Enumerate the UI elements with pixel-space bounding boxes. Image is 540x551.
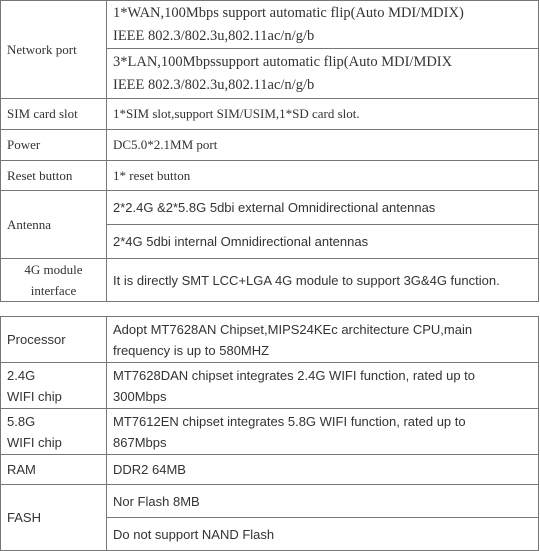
module-4g-label-line2: interface <box>30 283 77 298</box>
power-label: Power <box>1 130 107 161</box>
network-port-row <box>1 1 539 49</box>
wifi-58-value-line2: 867Mbps <box>113 434 167 450</box>
network-port-label: Network port <box>1 1 107 99</box>
processor-label: Processor <box>1 317 107 363</box>
wifi-58-label <box>1 409 107 455</box>
antenna-row <box>1 191 539 225</box>
lan-spec-line2: IEEE 802.3/802.3u,802.11ac/n/g/b <box>113 76 315 93</box>
antenna-label: Antenna <box>1 191 107 259</box>
ram-value: DDR2 64MB <box>107 455 539 485</box>
wifi-24-value-line1: MT7628DAN chipset integrates 2.4G WIFI function, rated up to <box>113 367 476 383</box>
processor-row <box>1 317 539 363</box>
wifi-58-value-line1: MT7612EN chipset integrates 5.8G WIFI function, rated up to <box>113 413 466 429</box>
wifi-24-row <box>1 363 539 409</box>
module-4g-label-line1: 4G module <box>24 262 83 277</box>
sim-card-slot-row <box>1 99 539 130</box>
power-row <box>1 130 539 161</box>
wifi-58-value <box>107 409 539 455</box>
reset-button-value: 1* reset button <box>107 161 539 191</box>
flash-row <box>1 485 539 518</box>
wan-spec-line2: IEEE 802.3/802.3u,802.11ac/n/g/b <box>113 27 315 44</box>
lan-spec-line1: 3*LAN,100Mbpssupport automatic flip(Auto MDI/MDIX <box>113 53 453 70</box>
wifi-58-label-line1: 5.8G <box>7 413 36 429</box>
sim-card-slot-value: 1*SIM slot,support SIM/USIM,1*SD card slot. <box>107 99 539 130</box>
wan-spec-cell <box>107 1 539 49</box>
processor-value <box>107 317 539 363</box>
power-value: DC5.0*2.1MM port <box>107 130 539 161</box>
processor-value-line1: Adopt MT7628AN Chipset,MIPS24KEc architecture CPU,main <box>113 321 473 337</box>
flash-value-nand: Do not support NAND Flash <box>107 518 539 551</box>
wifi-24-value <box>107 363 539 409</box>
wifi-24-label-line2: WIFI chip <box>7 388 62 404</box>
antenna-value-external: 2*2.4G &2*5.8G 5dbi external Omnidirectional antennas <box>107 191 539 225</box>
module-4g-row <box>1 259 539 302</box>
wifi-58-label-line2: WIFI chip <box>7 434 62 450</box>
antenna-value-internal: 2*4G 5dbi internal Omnidirectional antennas <box>107 225 539 259</box>
wifi-24-value-line2: 300Mbps <box>113 388 167 404</box>
module-4g-value: It is directly SMT LCC+LGA 4G module to support 3G&4G function. <box>107 259 539 302</box>
chip-spec-table <box>0 316 539 551</box>
wifi-24-label <box>1 363 107 409</box>
processor-value-line2: frequency is up to 580MHZ <box>113 342 270 358</box>
wan-spec-line1: 1*WAN,100Mbps support automatic flip(Auto MDI/MDIX) <box>113 4 464 21</box>
sim-card-slot-label: SIM card slot <box>1 99 107 130</box>
ram-label: RAM <box>1 455 107 485</box>
reset-button-row <box>1 161 539 191</box>
lan-spec-cell <box>107 49 539 99</box>
flash-value-nor: Nor Flash 8MB <box>107 485 539 518</box>
ram-row <box>1 455 539 485</box>
wifi-58-row <box>1 409 539 455</box>
wifi-24-label-line1: 2.4G <box>7 367 36 383</box>
module-4g-label <box>1 259 107 302</box>
flash-label: FASH <box>1 485 107 551</box>
reset-button-label: Reset button <box>1 161 107 191</box>
